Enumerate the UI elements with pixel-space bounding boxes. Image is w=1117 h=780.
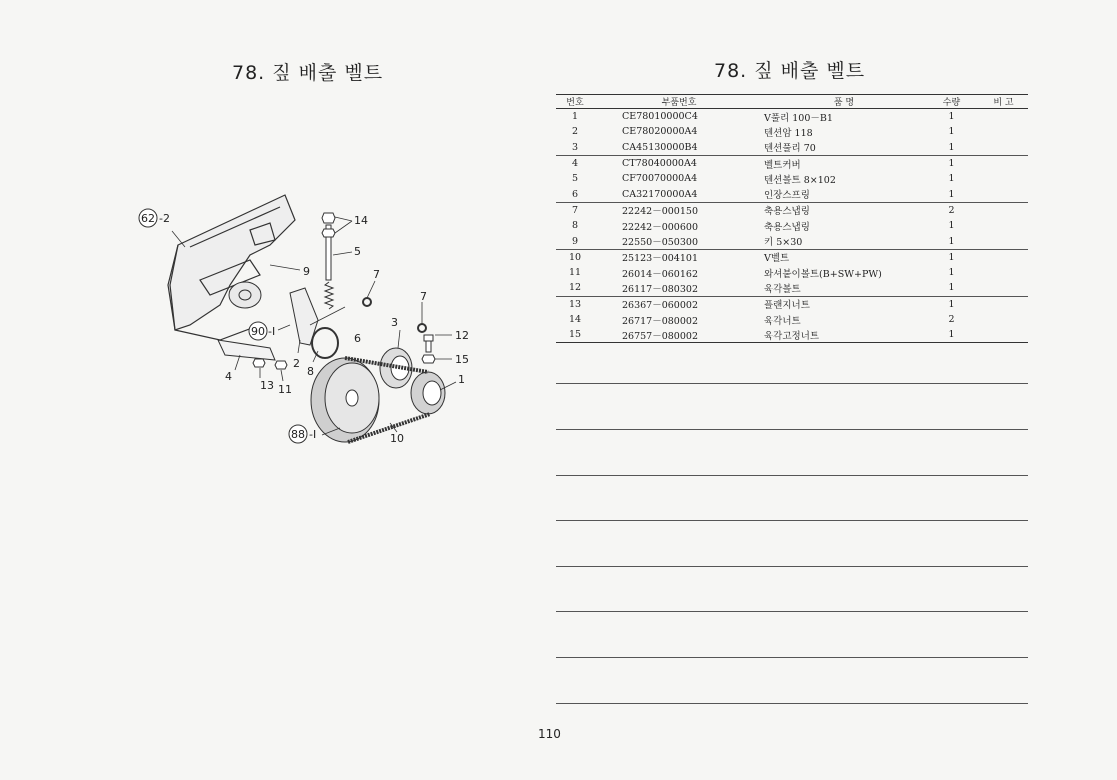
large-pulley-drawing bbox=[311, 358, 379, 442]
row-part-no: 26117－080302 bbox=[594, 280, 764, 296]
callout-label: -I bbox=[268, 325, 276, 338]
row-qty: 1 bbox=[948, 173, 955, 185]
bearing-drawing bbox=[229, 282, 261, 308]
callout-label: 12 bbox=[455, 329, 469, 342]
callout-label: 2 bbox=[293, 357, 300, 370]
row-qty: 1 bbox=[924, 140, 979, 156]
table-row bbox=[556, 312, 1028, 327]
row-qty: 1 bbox=[948, 251, 955, 263]
table-row bbox=[556, 140, 1028, 156]
table-row bbox=[556, 155, 1028, 171]
row-no: 10 bbox=[568, 251, 582, 263]
row-note bbox=[979, 296, 1028, 312]
tension-bolt-drawing bbox=[322, 213, 335, 280]
table-row bbox=[556, 124, 1028, 139]
row-no: 3 bbox=[556, 140, 594, 156]
row-no: 13 bbox=[568, 298, 582, 310]
callout-label: 14 bbox=[354, 214, 368, 227]
row-part-no: 26014－060162 bbox=[622, 268, 698, 280]
row-no: 12 bbox=[556, 280, 594, 296]
row-part-no: CF70070000A4 bbox=[622, 173, 698, 185]
bracket-plate-drawing bbox=[218, 340, 275, 360]
row-name: 육각볼트 bbox=[764, 280, 924, 296]
row-no: 14 bbox=[568, 314, 582, 325]
table-header-row bbox=[556, 95, 1028, 109]
row-no: 6 bbox=[556, 186, 594, 202]
callout-label: 7 bbox=[420, 290, 427, 303]
hex-bolt-drawing bbox=[422, 335, 435, 363]
row-part-no: 26757－080002 bbox=[594, 327, 764, 343]
header-no: 번호 bbox=[556, 95, 594, 109]
row-name: 인장스프링 bbox=[764, 186, 924, 202]
row-part-no: CE78010000C4 bbox=[622, 111, 698, 123]
row-qty: 1 bbox=[948, 126, 955, 138]
table-row bbox=[556, 327, 1028, 343]
table-row bbox=[556, 296, 1028, 312]
callout-label: 6 bbox=[354, 332, 361, 345]
row-note bbox=[979, 109, 1028, 125]
v-pulley-drawing bbox=[411, 372, 445, 414]
callout-label: 62 bbox=[141, 212, 155, 225]
callout-label: 4 bbox=[225, 370, 232, 383]
table-row bbox=[556, 249, 1028, 265]
row-note bbox=[979, 249, 1028, 265]
callout-label: 5 bbox=[354, 245, 361, 258]
blank-rule-line bbox=[556, 520, 1028, 521]
table-row bbox=[556, 202, 1028, 218]
row-note bbox=[979, 186, 1028, 202]
exploded-parts-diagram bbox=[130, 185, 480, 460]
row-note bbox=[979, 327, 1028, 343]
blank-rule-line bbox=[556, 475, 1028, 476]
right-page-title: 78. 짚 배출 벨트 bbox=[714, 60, 866, 82]
row-qty: 2 bbox=[948, 204, 955, 216]
row-no: 4 bbox=[571, 158, 579, 170]
tension-spring-drawing bbox=[325, 282, 333, 309]
blank-rule-line bbox=[556, 611, 1028, 612]
row-no: 5 bbox=[571, 173, 579, 185]
table-row bbox=[556, 109, 1028, 125]
row-part-no: 26717－080002 bbox=[622, 315, 698, 327]
row-no: 7 bbox=[571, 204, 579, 216]
callout-label: 13 bbox=[260, 379, 274, 392]
row-part-no: 25123－004101 bbox=[622, 253, 698, 265]
row-note bbox=[979, 312, 1028, 327]
table-row bbox=[556, 280, 1028, 296]
row-name: V풀리 100－B1 bbox=[764, 112, 833, 124]
row-note bbox=[979, 280, 1028, 296]
row-name: 텐션볼트 8×102 bbox=[764, 174, 836, 186]
parts-table bbox=[556, 94, 1028, 343]
table-row bbox=[556, 171, 1028, 186]
table-row bbox=[556, 233, 1028, 249]
row-no: 1 bbox=[571, 111, 579, 123]
row-qty: 1 bbox=[948, 111, 955, 123]
row-note bbox=[979, 218, 1028, 233]
row-qty: 2 bbox=[948, 314, 955, 325]
row-qty: 1 bbox=[924, 186, 979, 202]
row-qty: 1 bbox=[948, 220, 955, 232]
snap-ring-drawing bbox=[363, 298, 371, 306]
header-part-no: 부품번호 bbox=[594, 95, 764, 109]
row-qty: 1 bbox=[948, 298, 955, 310]
callout-label: 10 bbox=[390, 432, 404, 445]
row-name: 육각고정너트 bbox=[764, 327, 924, 343]
blank-rule-line bbox=[556, 383, 1028, 384]
row-no: 2 bbox=[571, 126, 579, 138]
row-part-no: 22242－000600 bbox=[622, 221, 698, 233]
row-qty: 1 bbox=[924, 327, 979, 343]
row-note bbox=[979, 202, 1028, 218]
header-name: 품 명 bbox=[764, 95, 924, 109]
row-part-no: 22242－000150 bbox=[622, 206, 698, 218]
row-note bbox=[979, 171, 1028, 186]
row-name: 축용스냅링 bbox=[764, 206, 810, 218]
callout-label: -I bbox=[309, 428, 317, 441]
row-no: 9 bbox=[556, 233, 594, 249]
row-part-no: 22550－050300 bbox=[594, 233, 764, 249]
page-number: 110 bbox=[538, 727, 561, 741]
frame-drawing bbox=[168, 195, 295, 340]
row-part-no: CA32170000A4 bbox=[594, 186, 764, 202]
row-no: 15 bbox=[556, 327, 594, 343]
left-page-title: 78. 짚 배출 벨트 bbox=[232, 62, 384, 84]
row-note bbox=[979, 155, 1028, 171]
row-qty: 1 bbox=[924, 280, 979, 296]
row-no: 8 bbox=[571, 220, 579, 232]
row-note bbox=[979, 233, 1028, 249]
row-name: 텐션풀리 70 bbox=[764, 140, 924, 156]
callout-label: 90 bbox=[251, 325, 265, 338]
blank-rule-line bbox=[556, 566, 1028, 567]
flange-nut-drawing bbox=[253, 359, 265, 367]
washer-bolt-drawing bbox=[275, 361, 287, 369]
row-note bbox=[979, 265, 1028, 280]
row-name: 벨트커버 bbox=[764, 159, 801, 171]
row-part-no: CA45130000B4 bbox=[594, 140, 764, 156]
callout-label: 8 bbox=[307, 365, 314, 378]
row-name: 축용스냅링 bbox=[764, 221, 810, 233]
header-note: 비 고 bbox=[979, 95, 1028, 109]
row-name: 키 5×30 bbox=[764, 233, 924, 249]
callout-label: 3 bbox=[391, 316, 398, 329]
snap-ring-large-drawing bbox=[312, 328, 338, 358]
row-no: 11 bbox=[568, 267, 582, 279]
row-part-no: 26367－060002 bbox=[622, 300, 698, 312]
blank-rule-line bbox=[556, 429, 1028, 430]
blank-rule-line bbox=[556, 703, 1028, 704]
callout-label: 9 bbox=[303, 265, 310, 278]
table-row bbox=[556, 218, 1028, 233]
callout-label: 15 bbox=[455, 353, 469, 366]
table-row bbox=[556, 186, 1028, 202]
row-name: 육각너트 bbox=[764, 315, 801, 327]
row-part-no: CT78040000A4 bbox=[622, 158, 697, 170]
header-qty: 수량 bbox=[924, 95, 979, 109]
snap-ring-drawing bbox=[418, 324, 426, 332]
row-part-no: CE78020000A4 bbox=[622, 126, 698, 138]
row-note bbox=[979, 124, 1028, 139]
row-name: 와셔붙이볼트(B+SW+PW) bbox=[764, 268, 882, 280]
callout-label: -2 bbox=[159, 212, 170, 225]
callout-label: 88 bbox=[291, 428, 305, 441]
callout-label: 7 bbox=[373, 268, 380, 281]
row-qty: 1 bbox=[924, 233, 979, 249]
table-row bbox=[556, 265, 1028, 280]
row-name: 텐션암 118 bbox=[764, 127, 813, 139]
row-name: 플랜지너트 bbox=[764, 300, 810, 312]
callout-label: 11 bbox=[278, 383, 292, 396]
callout-label: 1 bbox=[458, 373, 465, 386]
row-qty: 1 bbox=[948, 158, 955, 170]
row-qty: 1 bbox=[948, 267, 955, 279]
row-name: V벨트 bbox=[764, 253, 790, 265]
row-note bbox=[979, 140, 1028, 156]
blank-rule-line bbox=[556, 657, 1028, 658]
